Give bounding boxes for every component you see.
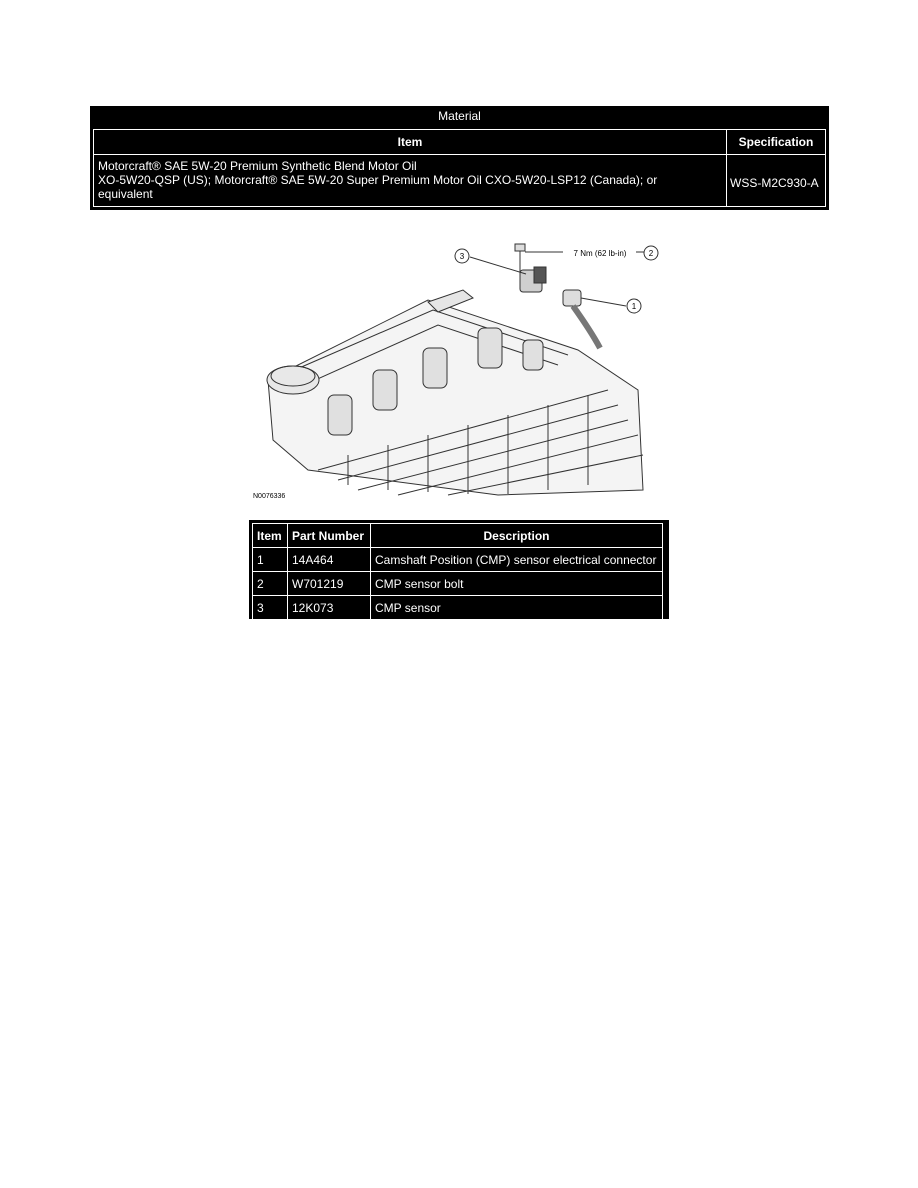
callout-1: 1 [631,302,637,311]
torque-label: 7 Nm (62 lb-in) [573,249,627,258]
material-header-spec: Specification [738,135,814,149]
header-part-number: Part Number [288,524,371,548]
engine-illustration [248,240,668,504]
table-row [253,548,663,572]
item-cell: 2 [253,572,288,596]
description-cell: CMP sensor [371,596,663,620]
material-item-line: equivalent [98,187,153,201]
material-caption: Material [438,109,481,123]
part-number-cell: 14A464 [288,548,371,572]
header-item: Item [253,524,288,548]
material-item-line: Motorcraft® SAE 5W-20 Premium Synthetic Blend Motor Oil [98,159,417,173]
table-row [253,572,663,596]
column-divider [726,130,727,206]
parts-grid [252,523,663,620]
material-table [90,106,829,210]
material-item-cell [98,159,718,201]
material-header-item: Item [397,135,423,149]
item-cell: 1 [253,548,288,572]
material-item-line: XO-5W20-QSP (US); Motorcraft® SAE 5W-20 Super Premium Motor Oil CXO-5W20-LSP12 (Canada); or [98,173,658,187]
description-cell: CMP sensor bolt [371,572,663,596]
header-description: Description [371,524,663,548]
figure-id-label: N0076336 [253,493,286,500]
callout-3: 3 [459,252,465,261]
material-table-body [93,129,826,207]
part-number-cell: 12K073 [288,596,371,620]
description-cell: Camshaft Position (CMP) sensor electrical connector [371,548,663,572]
parts-header-row [253,524,663,548]
header-divider [94,154,825,155]
material-spec-cell: WSS-M2C930-A [730,176,819,190]
engine-drawing [248,240,668,504]
table-row [253,596,663,620]
item-cell: 3 [253,596,288,620]
part-number-cell: W701219 [288,572,371,596]
parts-table [249,520,669,619]
callout-2: 2 [648,249,654,258]
